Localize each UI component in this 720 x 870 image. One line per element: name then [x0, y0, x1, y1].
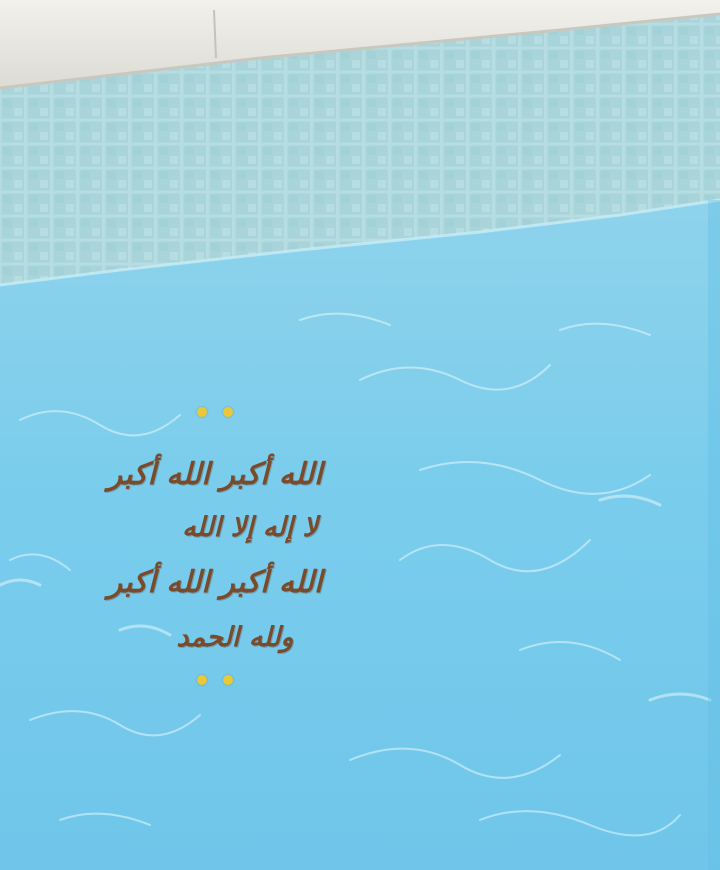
dot-icon [197, 407, 207, 417]
tahmid-line: ولله الحمد [176, 622, 294, 653]
takbir-calligraphy [80, 405, 350, 687]
dot-icon [223, 407, 233, 417]
dot-icon [223, 675, 233, 685]
tahlil-line: لا إله إلا الله [182, 512, 318, 543]
takbir-line-2: الله أكبر الله أكبر [107, 565, 323, 600]
takbir-line-1: الله أكبر الله أكبر [107, 457, 323, 492]
decorative-dots-top [197, 405, 233, 419]
decorative-dots-bottom [197, 673, 233, 687]
dot-icon [197, 675, 207, 685]
